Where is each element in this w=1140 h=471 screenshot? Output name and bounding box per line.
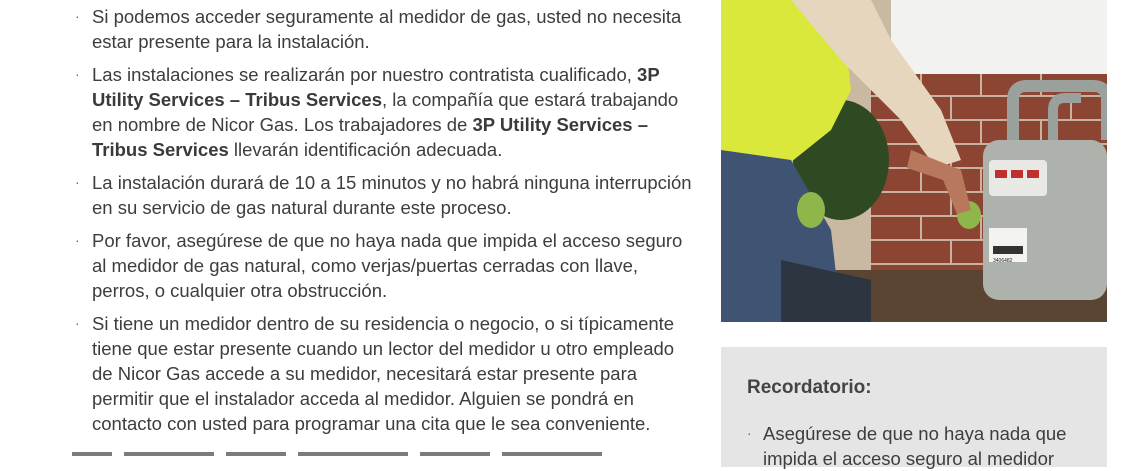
instruction-item [72, 62, 692, 162]
cut-off-text-line [72, 452, 672, 466]
instructions-column [72, 4, 692, 444]
bullet-dot: · [75, 232, 80, 248]
bullet-dot: · [75, 66, 80, 82]
instruction-text: Si tiene un medidor dentro de su residencia o negocio, o si típicamente tiene que estar presente cuando un lector del medidor u otro empleado de Nicor Gas accede a su medidor, necesitará estar presente para permitir que el instalador acceda al medidor. Alguien se pondrá en contacto con usted para programar una cita que le sea conveniente. [92, 313, 675, 434]
reminder-title: Recordatorio: [747, 377, 872, 398]
instruction-item [72, 228, 692, 303]
bullet-dot: · [75, 315, 80, 331]
reminder-item [747, 421, 1113, 471]
instruction-list [72, 4, 692, 436]
instruction-text: La instalación durará de 10 a 15 minutos y no habrá ninguna interrupción en su servicio de gas natural durante este proceso. [92, 172, 692, 218]
bullet-dot: · [747, 425, 752, 441]
instruction-item [72, 170, 692, 220]
instruction-text: Si podemos acceder seguramente al medidor de gas, usted no necesita estar presente para la instalación. [92, 6, 682, 52]
company-name: 3P Utility Services – Tribus Services [92, 114, 649, 160]
instruction-text: Las instalaciones se realizarán por nuestro contratista cualificado, [92, 64, 638, 85]
company-name: 3P Utility Services – Tribus Services [92, 64, 660, 110]
bullet-dot: · [75, 174, 80, 190]
instruction-text: , la compañía que estará trabajando en nombre de Nicor Gas. Los trabajadores de [92, 89, 679, 135]
bullet-dot: · [75, 8, 80, 24]
instruction-text: llevarán identificación adecuada. [228, 139, 503, 160]
reminder-sidebar [721, 347, 1107, 467]
installer-photo [721, 0, 1107, 322]
house-siding [891, 0, 1107, 78]
meter-serial: 3406482 [993, 258, 1013, 264]
instruction-item [72, 4, 692, 54]
instruction-text: Por favor, asegúrese de que no haya nada que impida el acceso seguro al medidor de gas natural, como verjas/puertas cerradas con llave, perros, o cualquier otra obstrucción. [92, 230, 683, 301]
reminder-item-text: Asegúrese de que no haya nada que impida el acceso seguro al medidor [763, 423, 1067, 469]
instruction-item [72, 311, 692, 436]
